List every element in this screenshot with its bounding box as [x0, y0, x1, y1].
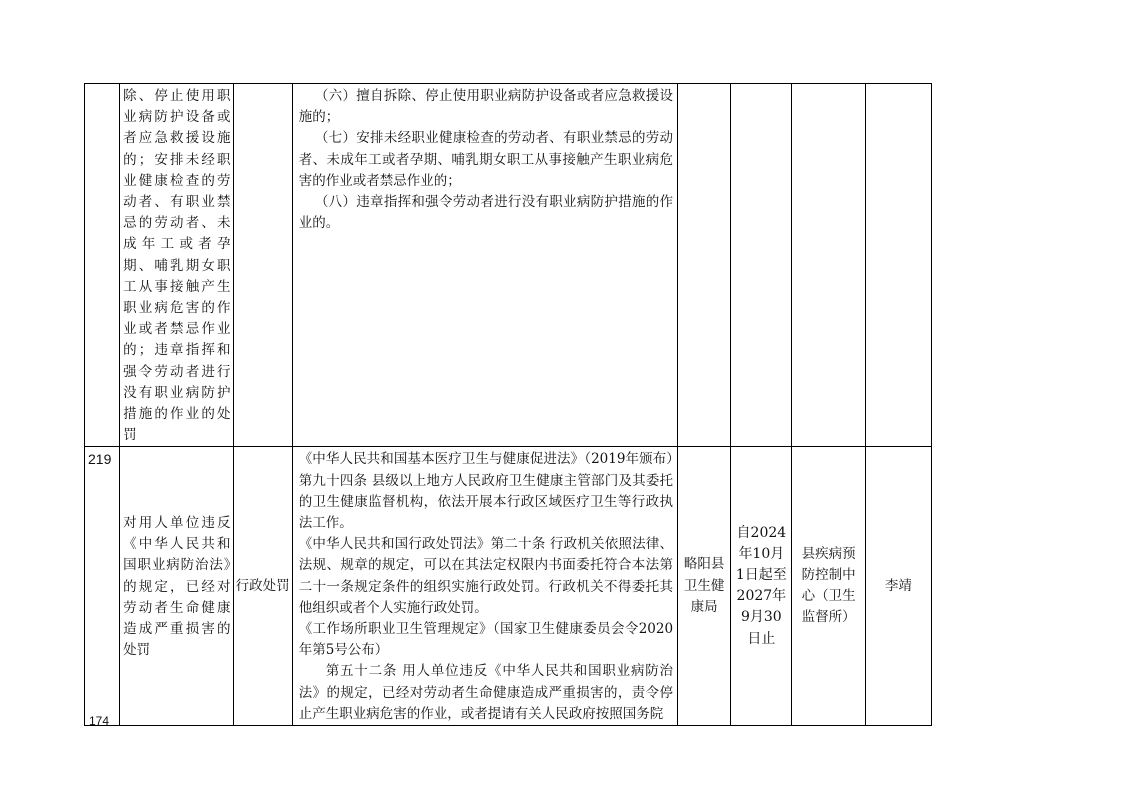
- item-name-cell: [120, 447, 233, 726]
- table-row-219: [85, 447, 932, 726]
- contact-cell: [865, 84, 931, 447]
- period-cell: [731, 447, 792, 726]
- delegated-org: 县疾病预防控制中心（卫生监督所）: [801, 545, 856, 626]
- period-cell: [731, 84, 792, 447]
- delegating-dept-cell: [678, 84, 731, 447]
- delegated-org-cell: [792, 447, 865, 726]
- basis-cell: [292, 447, 677, 726]
- delegating-dept-cell: [678, 447, 731, 726]
- category-cell: [233, 84, 292, 447]
- table-row-continued: [85, 84, 932, 447]
- category-cell: [233, 447, 292, 726]
- basis-paragraph: 《中华人民共和国基本医疗卫生与健康促进法》（2019年颁布）第九十四条 县级以上地方人民政府卫生健康主管部门及其委托的卫生健康监督机构，依法开展本行政区域医疗卫生等行政执法工作。: [298, 451, 674, 532]
- basis-paragraph: 《工作场所职业卫生管理规定》（国家卫生健康委员会令2020年第5号公布）: [298, 621, 674, 659]
- basis-paragraph: （八）违章指挥和强令劳动者进行没有职业病防护措施的作业的。: [298, 194, 674, 232]
- basis-cell: [292, 84, 677, 447]
- delegation-period: 自2024年10月1日起至2027年9月30日止: [735, 524, 787, 647]
- item-name: 对用人单位违反《中华人民共和国职业病防治法》的规定，已经对劳动者生命健康造成严重损害的处罚: [123, 515, 231, 659]
- basis-paragraph: 第五十二条 用人单位违反《中华人民共和国职业病防治法》的规定，已经对劳动者生命健康造成严重损害的，责令停止产生职业病危害的作业，或者提请有关人民政府按照国务院: [298, 663, 674, 722]
- delegated-org-cell: [792, 84, 865, 447]
- number-cell: [85, 447, 120, 726]
- contact-person: 李靖: [884, 577, 912, 594]
- item-name: 除、停止使用职业病防护设备或者应急救援设施的；安排未经职业健康检查的劳动者、有职业禁忌的劳动者、未成年工或者孕期、哺乳期女职工从事接触产生职业病危害的作业或者禁忌作业的；违章指挥和强令劳动者进行没有职业病防护措施的作业的处罚: [123, 88, 231, 444]
- delegating-dept: 略阳县卫生健康局: [683, 556, 725, 615]
- basis-paragraph: （七）安排未经职业健康检查的劳动者、有职业禁忌的劳动者、未成年工或者孕期、哺乳期女职工从事接触产生职业病危害的作业或者禁忌作业的；: [298, 130, 674, 189]
- category-text: 行政处罚: [235, 577, 290, 594]
- contact-cell: [865, 447, 931, 726]
- basis-paragraph: 《中华人民共和国行政处罚法》第二十条 行政机关依照法律、法规、规章的规定，可以在其法定权限内书面委托符合本法第二十一条规定条件的组织实施行政处罚。行政机关不得委托其他组织或者个人实施行政处罚。: [298, 536, 674, 616]
- item-name-cell: [120, 84, 233, 447]
- basis-paragraph: （六）擅自拆除、停止使用职业病防护设备或者应急救援设施的；: [298, 88, 674, 126]
- number-cell: [85, 84, 120, 447]
- page-number: 174: [89, 714, 110, 728]
- basis-text: [293, 447, 677, 725]
- delegation-table: [84, 83, 932, 726]
- basis-text: [293, 84, 677, 234]
- row-number: 219: [88, 451, 112, 468]
